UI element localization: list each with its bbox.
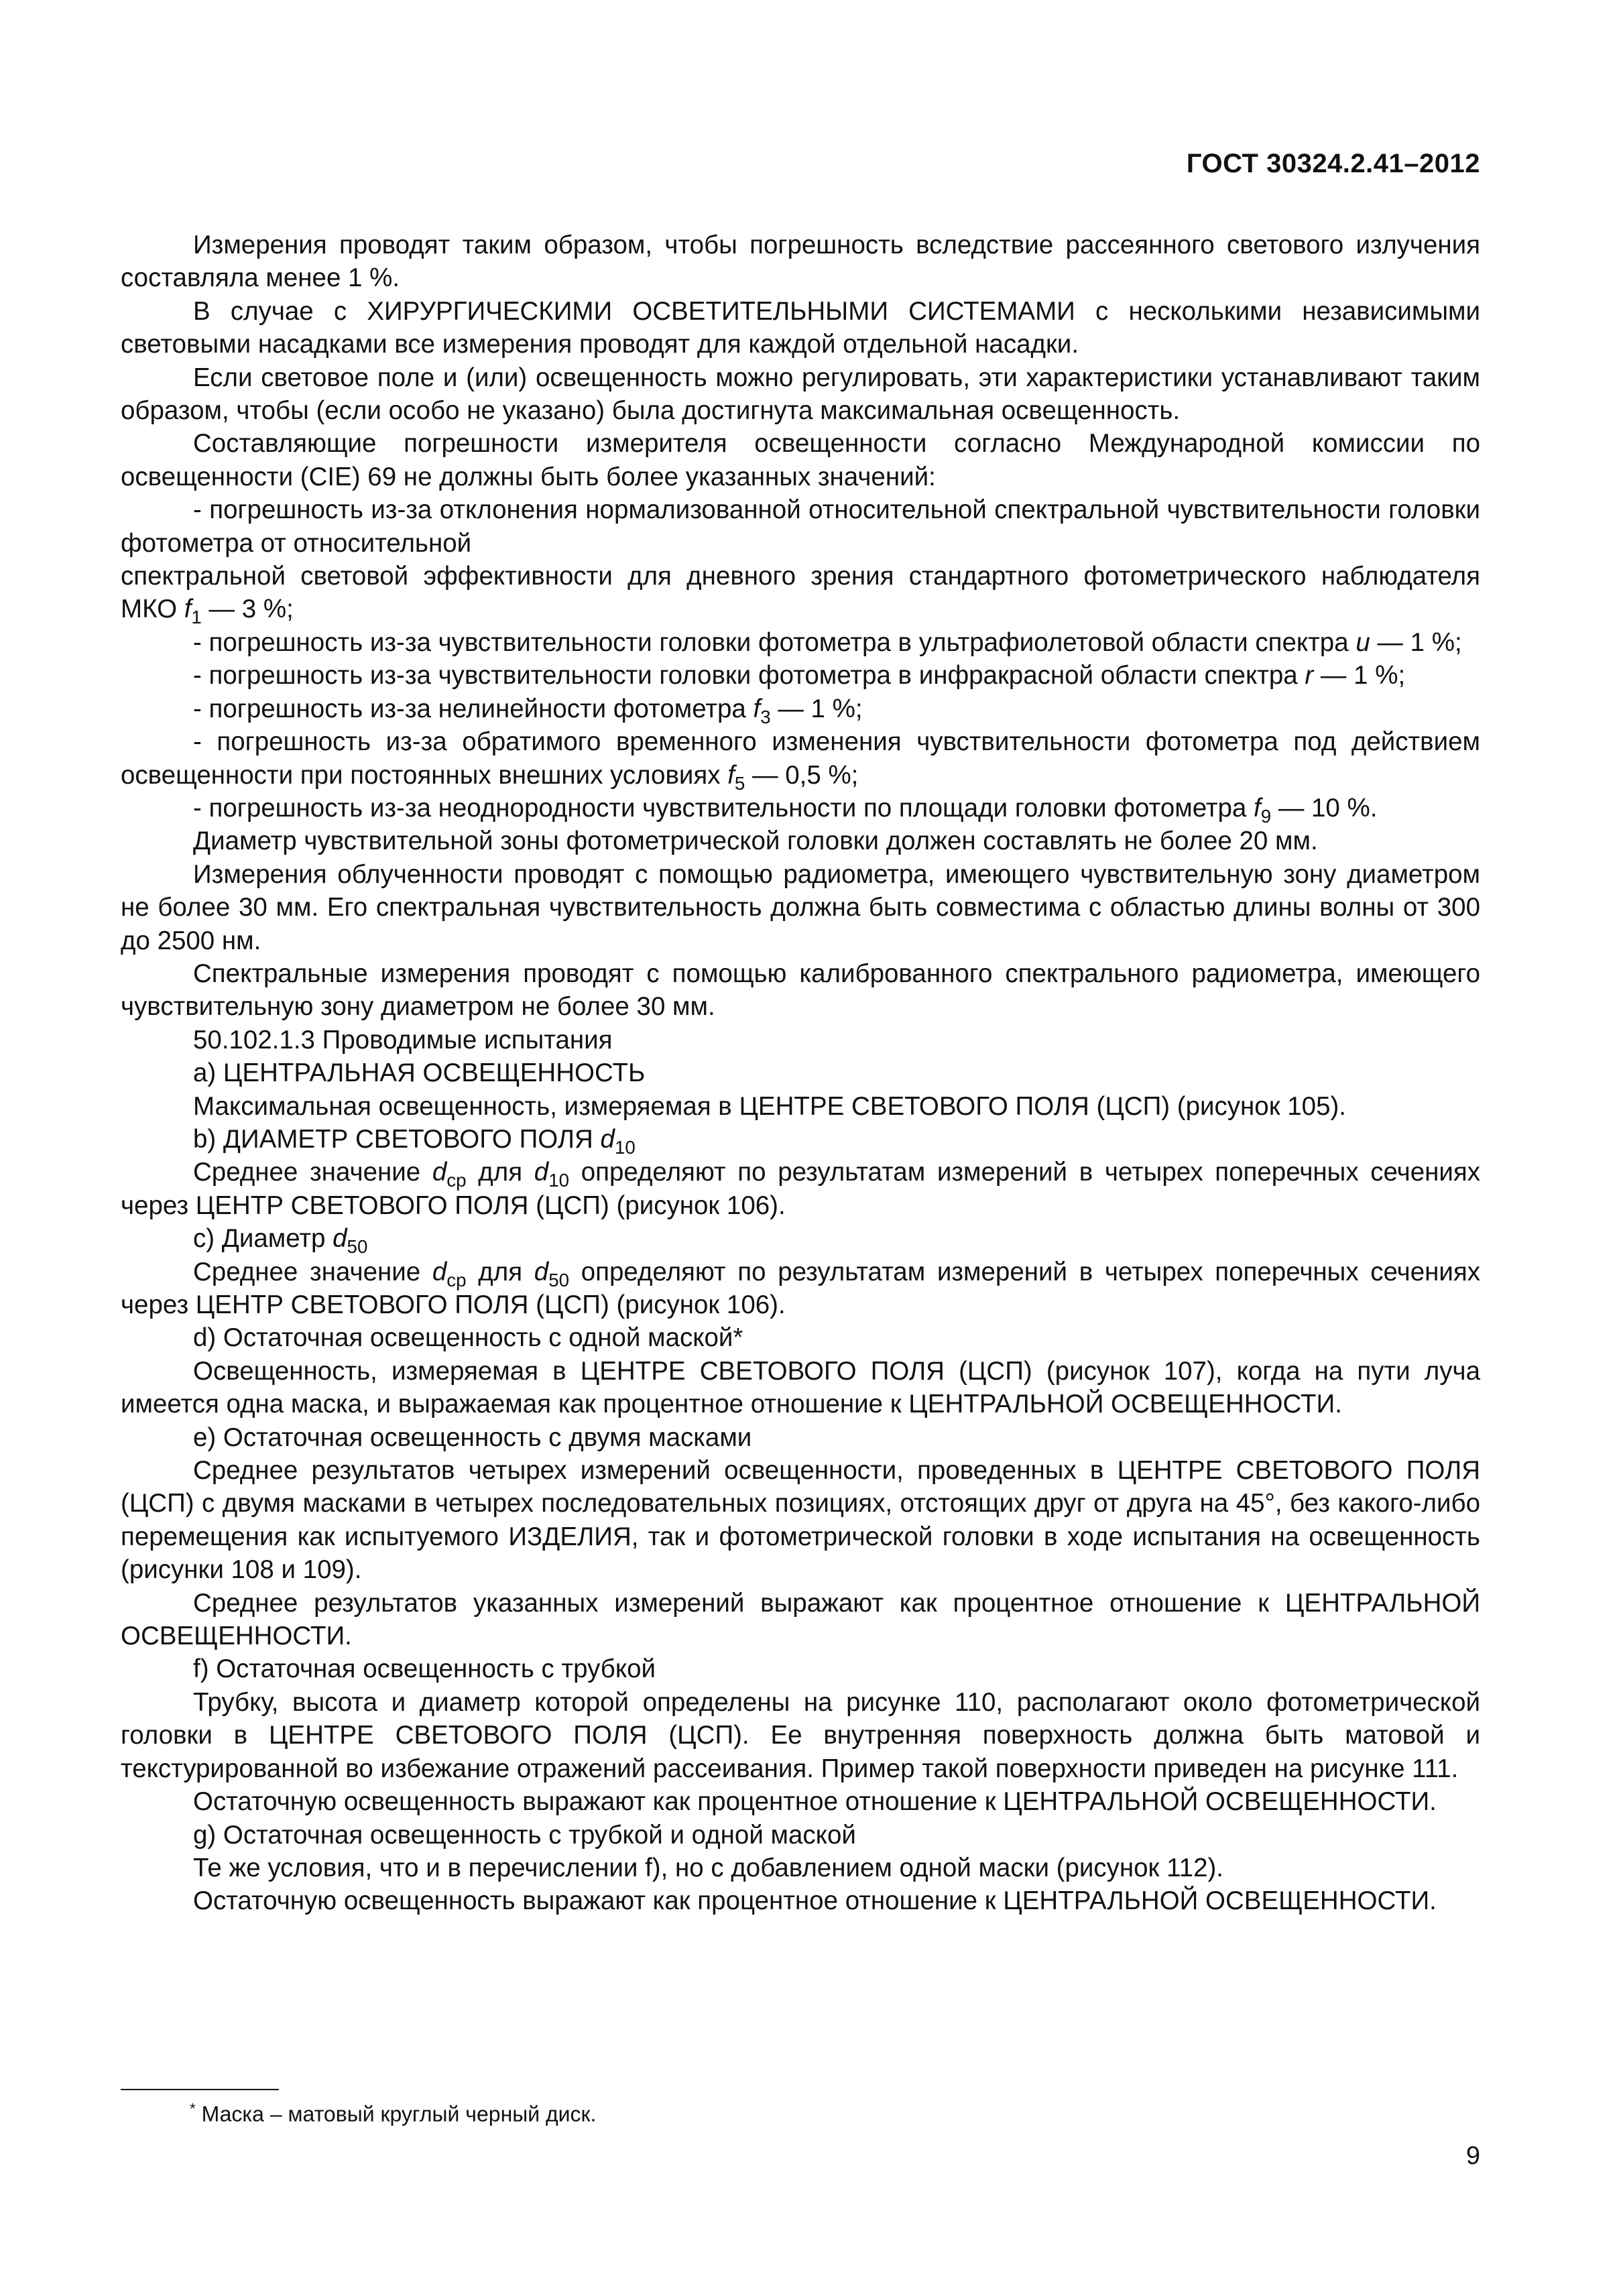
paragraph [121, 1156, 1480, 1222]
footnote-divider [121, 2089, 279, 2090]
body-text [121, 229, 1480, 1918]
document-number: ГОСТ 30324.2.41–2012 [1186, 149, 1480, 178]
paragraph-text: e) Остаточная освещенность с двумя масками [193, 1423, 752, 1452]
math-variable: d [432, 1257, 447, 1286]
paragraph-text: - погрешность из-за чувствительности головки фотометра в инфракрасной области спектра [193, 661, 1305, 690]
math-subscript: ср [446, 1170, 467, 1191]
paragraph [121, 1024, 1480, 1056]
paragraph-text: b) ДИАМЕТР СВЕТОВОГО ПОЛЯ [193, 1124, 601, 1154]
paragraph-text: Максимальная освещенность, измеряемая в ЦЕНТРЕ СВЕТОВОГО ПОЛЯ (ЦСП) (рисунок 105). [193, 1091, 1346, 1121]
paragraph-text: - погрешность из-за неоднородности чувствительности по площади головки фотометра [193, 793, 1254, 823]
paragraph-text: определяют по результатам измерений в четырех поперечных сечениях через ЦЕНТР СВЕТОВОГО ПОЛЯ (ЦСП) (рисунок 106). [121, 1158, 1481, 1220]
math-subscript: 3 [760, 706, 771, 727]
math-variable: f [727, 760, 735, 790]
paragraph [121, 957, 1480, 1024]
paragraph-text: Среднее значение [193, 1158, 432, 1187]
math-variable: u [1356, 627, 1370, 657]
paragraph-text: Среднее результатов указанных измерений выражают как процентное отношение к ЦЕНТРАЛЬНОЙ ОСВЕЩЕННОСТИ. [121, 1588, 1480, 1651]
paragraph [121, 295, 1480, 361]
paragraph [121, 626, 1480, 659]
paragraph-text: Диаметр чувствительной зоны фотометрической головки должен составлять не более 20 мм. [193, 827, 1318, 856]
paragraph-text: определяют по результатам измерений в четырех поперечных сечениях через ЦЕНТР СВЕТОВОГО ПОЛЯ (ЦСП) (рисунок 106). [121, 1257, 1481, 1319]
paragraph-text: 50.102.1.3 Проводимые испытания [193, 1025, 613, 1054]
math-subscript: 50 [548, 1269, 570, 1290]
paragraph-text: - погрешность из-за отклонения нормализованной относительной спектральной чувствительности головки фотометра от относительной [121, 495, 1480, 558]
math-subscript: ср [446, 1269, 467, 1290]
paragraph [121, 1123, 1480, 1156]
math-variable: d [534, 1257, 549, 1286]
paragraph-text: — 0,5 %; [745, 760, 859, 790]
math-variable: f [184, 595, 192, 624]
paragraph-text: Остаточную освещенность выражают как процентное отношение к ЦЕНТРАЛЬНОЙ ОСВЕЩЕННОСТИ. [193, 1787, 1437, 1817]
paragraph [121, 361, 1480, 428]
math-subscript: 10 [614, 1136, 636, 1158]
paragraph-text: Измерения проводят таким образом, чтобы погрешность вследствие рассеянного светового излучения составляла менее 1 %. [121, 231, 1480, 293]
paragraph [121, 1222, 1480, 1258]
paragraph [121, 1686, 1480, 1785]
paragraph-text: f) Остаточная освещенность с трубкой [193, 1654, 656, 1684]
math-variable: f [753, 694, 761, 723]
paragraph-text: Составляющие погрешности измерителя освещенности согласно Международной комиссии по освещенности (CIE) 69 не должны быть более указанных значений: [121, 429, 1480, 491]
math-subscript: 9 [1260, 805, 1272, 827]
math-variable: d [432, 1158, 447, 1187]
paragraph [121, 1819, 1480, 1852]
math-variable: d [333, 1224, 347, 1254]
paragraph-text: a) ЦЕНТРАЛЬНАЯ ОСВЕЩЕННОСТЬ [193, 1059, 646, 1088]
paragraph-text: — 1 %; [770, 694, 863, 723]
paragraph-text: g) Остаточная освещенность с трубкой и одной маской [193, 1820, 856, 1850]
math-variable: r [1305, 661, 1314, 690]
paragraph [121, 725, 1480, 792]
paragraph-text: Спектральные измерения проводят с помощью калиброванного спектрального радиометра, имеющего чувствительную зону диаметром не более 30 мм. [121, 959, 1480, 1022]
paragraph-text: — 1 %; [1313, 661, 1406, 690]
paragraph-text: Если световое поле и (или) освещенность можно регулировать, эти характеристики устанавливают таким образом, чтобы (если особо не указано) была достигнута максимальная освещенность. [121, 363, 1480, 426]
math-subscript: 5 [734, 772, 745, 794]
paragraph-text: для [466, 1257, 534, 1286]
math-variable: d [600, 1124, 615, 1154]
paragraph [121, 1321, 1480, 1354]
paragraph [121, 825, 1480, 857]
paragraph [121, 229, 1480, 295]
paragraph-text: спектральной световой эффективности для дневного зрения стандартного фотометрического наблюдателя МКО [121, 562, 1480, 624]
paragraph [121, 1852, 1480, 1884]
paragraph [121, 493, 1480, 560]
paragraph-text: — 3 %; [201, 595, 294, 624]
paragraph [121, 1256, 1480, 1322]
paragraph-text: — 10 %. [1271, 793, 1378, 823]
paragraph-text: - погрешность из-за обратимого временного изменения чувствительности фотометра под действием освещенности при постоянных внешних условиях [121, 727, 1480, 790]
paragraph-text: Те же условия, что и в перечислении f), но с добавлением одной маски (рисунок 112). [193, 1853, 1223, 1882]
paragraph [121, 659, 1480, 692]
paragraph-text: Трубку, высота и диаметр которой определены на рисунке 110, располагают около фотометрической головки в ЦЕНТРЕ СВЕТОВОГО ПОЛЯ (ЦСП). Ее внутренняя поверхность должна быть матовой и текстурированной во избежание отражений рассеивания. Пример такой поверхности приведен на рисунке 111. [121, 1687, 1480, 1783]
footnote [190, 2096, 596, 2128]
paragraph-text: — 1 %; [1370, 627, 1462, 657]
footnote-text: Маска – матовый круглый черный диск. [195, 2102, 597, 2126]
footnote-marker: * [190, 2100, 196, 2117]
math-subscript: 1 [191, 607, 202, 628]
paragraph-text: Среднее результатов четырех измерений освещенности, проведенных в ЦЕНТРЕ СВЕТОВОГО ПОЛЯ (ЦСП) с двумя масками в четырех последовательных позициях, отстоящих друг от друга на 45°, без какого-либо перемещения как испытуемого ИЗДЕЛИЯ, так и фотометрической головки в ходе испытания на освещенность (рисунки 108 и 109). [121, 1456, 1480, 1585]
paragraph-text: Освещенность, измеряемая в ЦЕНТРЕ СВЕТОВОГО ПОЛЯ (ЦСП) (рисунок 107), когда на пути луча имеется одна маска, и выражаемая как процентное отношение к ЦЕНТРАЛЬНОЙ ОСВЕЩЕННОСТИ. [121, 1356, 1480, 1419]
paragraph-text: c) Диаметр [193, 1224, 333, 1254]
paragraph [121, 692, 1480, 725]
paragraph [121, 1056, 1480, 1089]
math-subscript: 10 [548, 1170, 570, 1191]
math-variable: d [534, 1158, 549, 1187]
paragraph-text: В случае с ХИРУРГИЧЕСКИМИ ОСВЕТИТЕЛЬНЫМИ СИСТЕМАМИ с несколькими независимыми световыми насадками все измерения проводят для каждой отдельной насадки. [121, 296, 1480, 359]
math-variable: f [1254, 793, 1261, 823]
math-subscript: 50 [347, 1236, 368, 1258]
paragraph-text: - погрешность из-за нелинейности фотометра [193, 694, 754, 723]
paragraph [121, 792, 1480, 825]
paragraph [121, 560, 1480, 626]
paragraph [121, 1355, 1480, 1421]
paragraph [121, 1090, 1480, 1123]
paragraph-text: для [466, 1158, 534, 1187]
paragraph-text: Среднее значение [193, 1257, 432, 1286]
paragraph [121, 858, 1480, 957]
paragraph [121, 427, 1480, 493]
page-number: 9 [1465, 2142, 1480, 2170]
paragraph [121, 1587, 1480, 1653]
paragraph [121, 1785, 1480, 1818]
paragraph-text: Измерения облученности проводят с помощью радиометра, имеющего чувствительную зону диаметром не более 30 мм. Его спектральная чувствительность должна быть совместима с областью длины волны от 300 до 2500 нм. [121, 859, 1480, 955]
paragraph-text: d) Остаточная освещенность с одной маской* [193, 1323, 743, 1353]
paragraph [121, 1454, 1480, 1587]
paragraph-text: - погрешность из-за чувствительности головки фотометра в ультрафиолетовой области спектра [193, 627, 1356, 657]
paragraph [121, 1652, 1480, 1685]
paragraph [121, 1421, 1480, 1454]
paragraph [121, 1884, 1480, 1917]
paragraph-text: Остаточную освещенность выражают как процентное отношение к ЦЕНТРАЛЬНОЙ ОСВЕЩЕННОСТИ. [193, 1886, 1437, 1916]
